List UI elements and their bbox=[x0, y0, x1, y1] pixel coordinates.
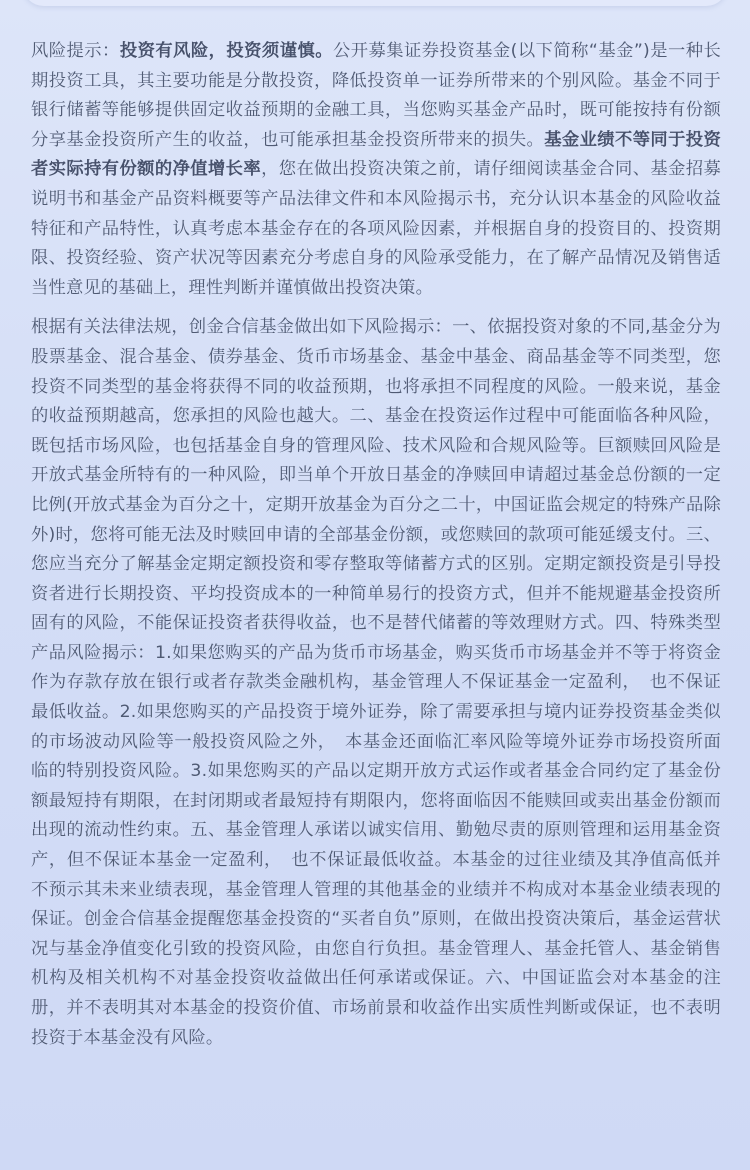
risk-warning-paragraph bbox=[31, 37, 721, 303]
risk-warning-text-continued: ，您在做出投资决策之前，请仔细阅读基金合同、基金招募说明书和基金产品资料概要等产品法律文件和本风险揭示书，充分认识本基金的风险收益特征和产品特性，认真考虑本基金存在的各项风险因素，并根据自身的投资目的、投资期限、投资经验、资产状况等因素充分考虑自身的风险承受能力，在了解产品情况及销售适当性意见的基础上，理性判断并谨慎做出投资决策。 bbox=[31, 159, 721, 298]
risk-warning-emphasis: 投资有风险，投资须谨慎。 bbox=[119, 41, 333, 61]
risk-warning-text: 公开募集证券投资基金(以下简称“基金”)是一种长期投资工具，其主要功能是分散投资，降低投资单一证券所带来的个别风险。基金不同于银行储蓄等能够提供固定收益预期的金融工具，当您购买基金产品时，既可能按持有份额分享基金投资所产生的收益，也可能承担基金投资所带来的损失。 bbox=[31, 41, 721, 150]
risk-disclosure bbox=[31, 37, 721, 1053]
risk-warning-lead: 风险提示： bbox=[31, 41, 120, 61]
top-card-edge bbox=[22, 0, 728, 6]
performance-emphasis: 基金业绩不等同于投资者实际持有份额的净值增长率 bbox=[31, 129, 721, 180]
legal-disclosure-paragraph: 根据有关法律法规，创金合信基金做出如下风险揭示：一、依据投资对象的不同,基金分为股票基金、混合基金、债券基金、货币市场基金、基金中基金、商品基金等不同类型，您投资不同类型的基金将获得不同的收益预期，也将承担不同程度的风险。一般来说，基金的收益预期越高，您承担的风险也越大。二、基金在投资运作过程中可能面临各种风险，既包括市场风险，也包括基金自身的管理风险、技术风险和合规风险等。巨额赎回风险是开放式基金所特有的一种风险，即当单个开放日基金的净赎回申请超过基金总份额的一定比例(开放式基金为百分之十，定期开放基金为百分之二十，中国证监会规定的特殊产品除外)时，您将可能无法及时赎回申请的全部基金份额，或您赎回的款项可能延缓支付。三、您应当充分了解基金定期定额投资和零存整取等储蓄方式的区别。定期定额投资是引导投资者进行长期投资、平均投资成本的一种简单易行的投资方式，但并不能规避基金投资所固有的风险，不能保证投资者获得收益，也不是替代储蓄的等效理财方式。四、特殊类型产品风险揭示：1.如果您购买的产品为货币市场基金，购买货币市场基金并不等于将资金作为存款存放在银行或者存款类金融机构，基金管理人不保证基金一定盈利， 也不保证最低收益。2.如果您购买的产品投资于境外证券，除了需要承担与境内证券投资基金类似的市场波动风险等一般投资风险之外， 本基金还面临汇率风险等境外证券市场投资所面临的特别投资风险。3.如果您购买的产品以定期开放方式运作或者基金合同约定了基金份额最短持有期限，在封闭期或者最短持有期限内，您将面临因不能赎回或卖出基金份额而出现的流动性约束。五、基金管理人承诺以诚实信用、勤勉尽责的原则管理和运用基金资产，但不保证本基金一定盈利， 也不保证最低收益。本基金的过往业绩及其净值高低并不预示其未来业绩表现，基金管理人管理的其他基金的业绩并不构成对本基金业绩表现的保证。创金合信基金提醒您基金投资的“买者自负”原则，在做出投资决策后，基金运营状况与基金净值变化引致的投资风险，由您自行负担。基金管理人、基金托管人、基金销售机构及相关机构不对基金投资收益做出任何承诺或保证。六、中国证监会对本基金的注册，并不表明其对本基金的投资价值、市场前景和收益作出实质性判断或保证，也不表明投资于本基金没有风险。 bbox=[31, 317, 721, 1048]
